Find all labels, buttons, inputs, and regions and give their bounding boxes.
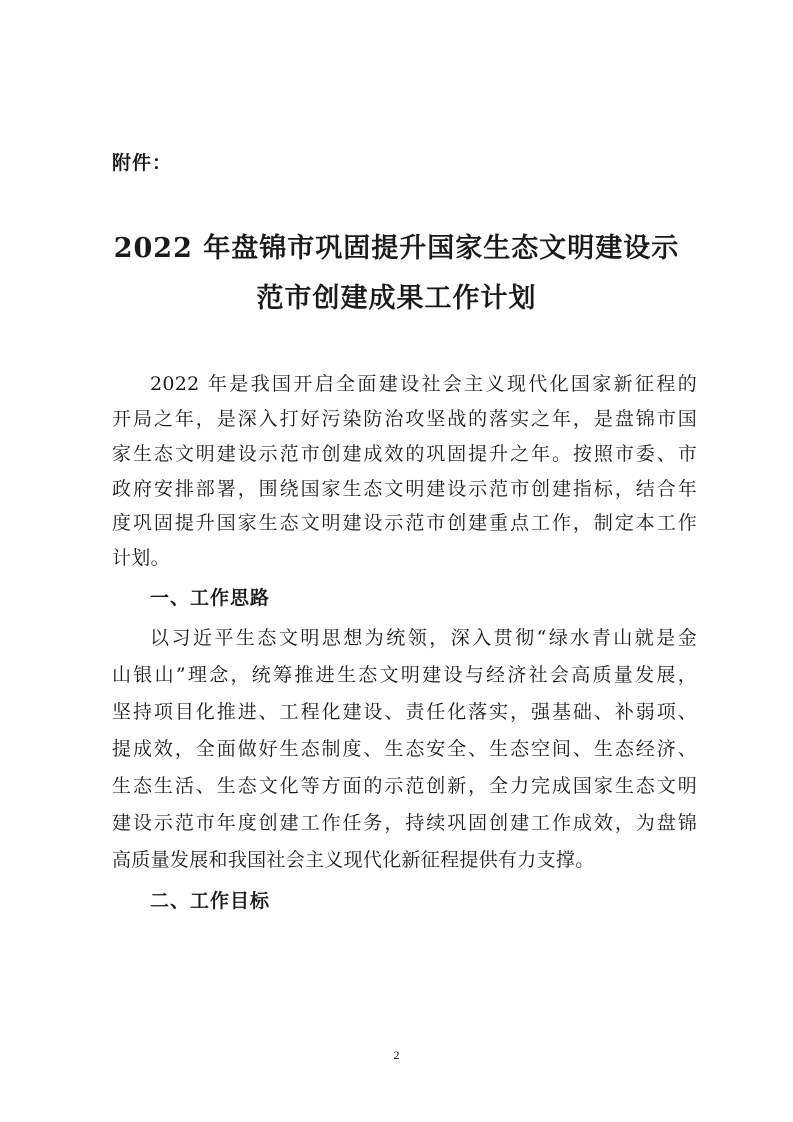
section1-line-6: 建设示范市年度创建工作任务，持续巩固创建工作成效，为盘锦 bbox=[112, 812, 697, 834]
intro-line-4: 政府安排部署，围绕国家生态文明建设示范市创建指标，结合年 bbox=[112, 478, 697, 500]
section-heading-work-goals: 二、工作目标 bbox=[150, 890, 271, 912]
document-title-line-1: 2022 年盘锦市巩固提升国家生态文明建设示 bbox=[113, 233, 680, 264]
intro-line-5: 度巩固提升国家生态文明建设示范市创建重点工作，制定本工作 bbox=[112, 512, 697, 534]
section-heading-work-approach: 一、工作思路 bbox=[150, 587, 271, 609]
page-number: 2 bbox=[393, 1048, 400, 1062]
section1-line-1: 以习近平生态文明思想为统领，深入贯彻“绿水青山就是金 bbox=[150, 627, 697, 649]
document-title-line-2: 范市创建成果工作计划 bbox=[256, 283, 537, 314]
attachment-label: 附件： bbox=[112, 152, 173, 174]
section1-line-2: 山银山”理念，统筹推进生态文明建设与经济社会高质量发展， bbox=[112, 664, 697, 686]
intro-line-1: 2022 年是我国开启全面建设社会主义现代化国家新征程的 bbox=[150, 373, 697, 395]
section1-line-7: 高质量发展和我国社会主义现代化新征程提供有力支撑。 bbox=[112, 849, 595, 871]
intro-line-2: 开局之年，是深入打好污染防治攻坚战的落实之年，是盘锦市国 bbox=[112, 408, 697, 430]
intro-line-3: 家生态文明建设示范市创建成效的巩固提升之年。按照市委、市 bbox=[112, 443, 697, 465]
section1-line-5: 生态生活、生态文化等方面的示范创新，全力完成国家生态文明 bbox=[112, 775, 697, 797]
section1-line-3: 坚持项目化推进、工程化建设、责任化落实，强基础、补弱项、 bbox=[112, 701, 697, 723]
section1-line-4: 提成效，全面做好生态制度、生态安全、生态空间、生态经济、 bbox=[112, 738, 697, 760]
intro-line-6: 计划。 bbox=[112, 547, 170, 569]
